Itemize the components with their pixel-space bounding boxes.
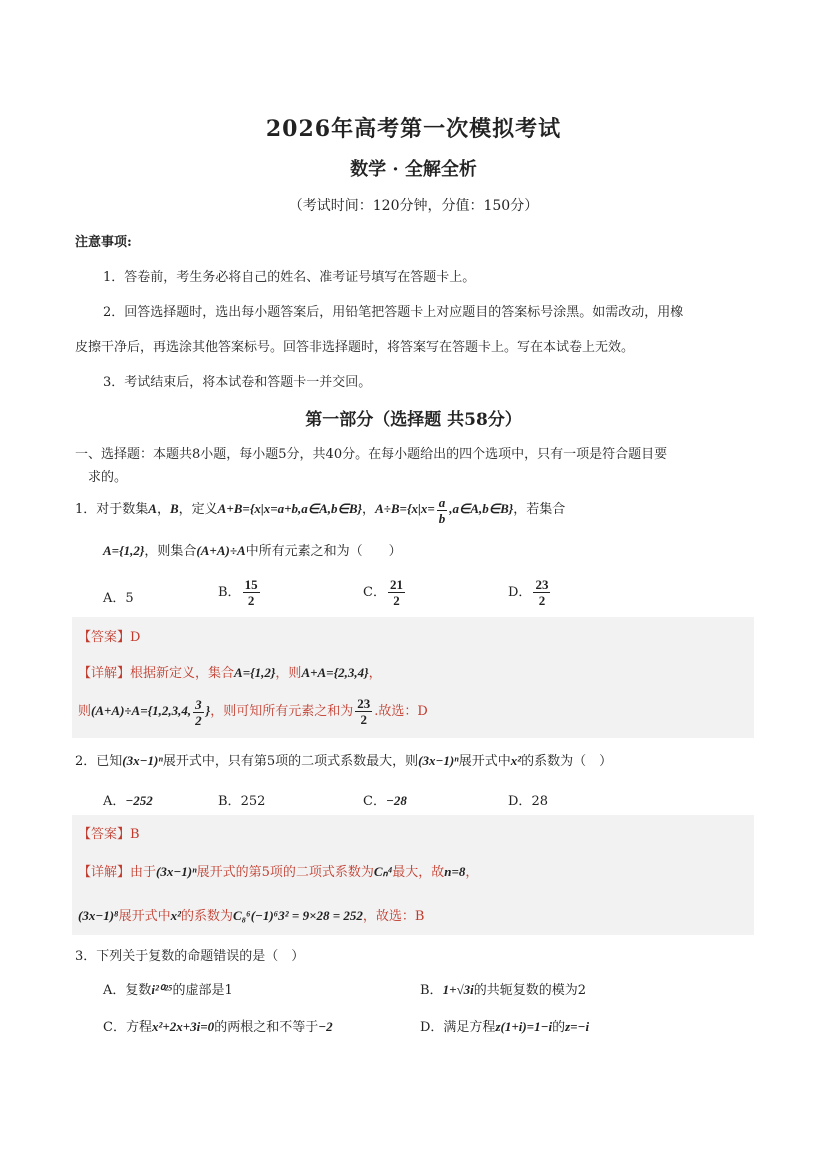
question-2-stem: 2．已知(3x−1)ⁿ展开式中，只有第5项的二项式系数最大，则(3x−1)ⁿ展开式中x²的系数为（ ） (75, 753, 613, 769)
q2-option-a: A．−252 (103, 793, 153, 809)
q1-answer: 【答案】D (78, 630, 141, 645)
q3-option-c: C．方程x²+2x+3i=0的两根之和不等于−2 (103, 1019, 333, 1035)
q3-option-a: A．复数i²⁰²⁵的虚部是1 (103, 982, 233, 998)
q2-detail-line2: (3x−1)⁸展开式中x²的系数为C₈⁶(−1)⁶3² = 9×28 = 252，故选：B (78, 908, 425, 924)
notice-item-1: 1．答卷前，考生务必将自己的姓名、准考证号填写在答题卡上。 (103, 270, 476, 285)
def-div: A÷B={x|x= $\frac{a}{b}$ ,a∈A,b∈B} (375, 494, 514, 526)
q1-option-b: B． $\frac{15}{2}$ (218, 577, 258, 608)
notice-item-2-line2: 皮擦干净后，再选涂其他答案标号。回答非选择题时，将答案写在答题卡上。写在本试卷上无效。 (75, 340, 635, 355)
q1-option-c: C． $\frac{21}{2}$ (363, 577, 403, 608)
exam-info: （考试时间：120分钟，分值：150分） (288, 198, 539, 214)
def-plus: A+B={x|x=a+b,a∈A,b∈B} (217, 501, 363, 516)
question-1-stem-line2: A={1,2}，则集合(A+A)÷A中所有元素之和为（ ） (103, 543, 402, 559)
q2-detail-line1: 【详解】由于(3x−1)ⁿ展开式的第5项的二项式系数为Cₙ⁴最大，故n=8， (78, 864, 479, 880)
q1-detail-line2: 则(A+A)÷A={1,2,3,4, $\frac{3}{2}$ }，则可知所有元素之和为 $\frac{23}{2}$ .故选：D (78, 696, 428, 728)
q1-option-a: A．5 (103, 591, 134, 606)
q1-detail-line1: 【详解】根据新定义，集合A={1,2}，则A+A={2,3,4}， (78, 665, 382, 681)
section-intro-line2: 求的。 (88, 470, 128, 485)
section-title: 第一部分（选择题 共58分） (305, 410, 522, 430)
q3-option-d: D．满足方程z(1+i)=1−i的z=−i (420, 1019, 590, 1035)
q2-option-c: C．−28 (363, 793, 407, 809)
notice-heading: 注意事项: (75, 235, 132, 250)
q3-option-b: B．1+√3i的共轭复数的模为2 (420, 982, 586, 998)
notice-item-2-line1: 2．回答选择题时，选出每小题答案后，用铅笔把答题卡上对应题目的答案标号涂黑。如需改动，用橡 (103, 305, 684, 320)
q2-answer: 【答案】B (78, 827, 140, 842)
question-1-stem: 1．对于数集A，B，定义A+B={x|x=a+b,a∈A,b∈B}，A÷B={x|x= $\frac{a}{b}$ ,a∈A,b∈B}，若集合 (75, 494, 566, 526)
section-intro-line1: 一、选择题：本题共8小题，每小题5分，共40分。在每小题给出的四个选项中，只有一项是符合题目要 (75, 447, 668, 462)
page-title: 2026年高考第一次模拟考试 (265, 116, 562, 142)
q2-option-d: D．28 (508, 794, 548, 809)
notice-item-3: 3．考试结束后，将本试卷和答题卡一并交回。 (103, 375, 372, 390)
q1-option-d: D． $\frac{23}{2}$ (508, 577, 549, 608)
question-3-stem: 3．下列关于复数的命题错误的是（ ） (75, 949, 305, 964)
page-subtitle: 数学 · 全解全析 (350, 159, 477, 180)
q2-option-b: B．252 (218, 794, 266, 809)
